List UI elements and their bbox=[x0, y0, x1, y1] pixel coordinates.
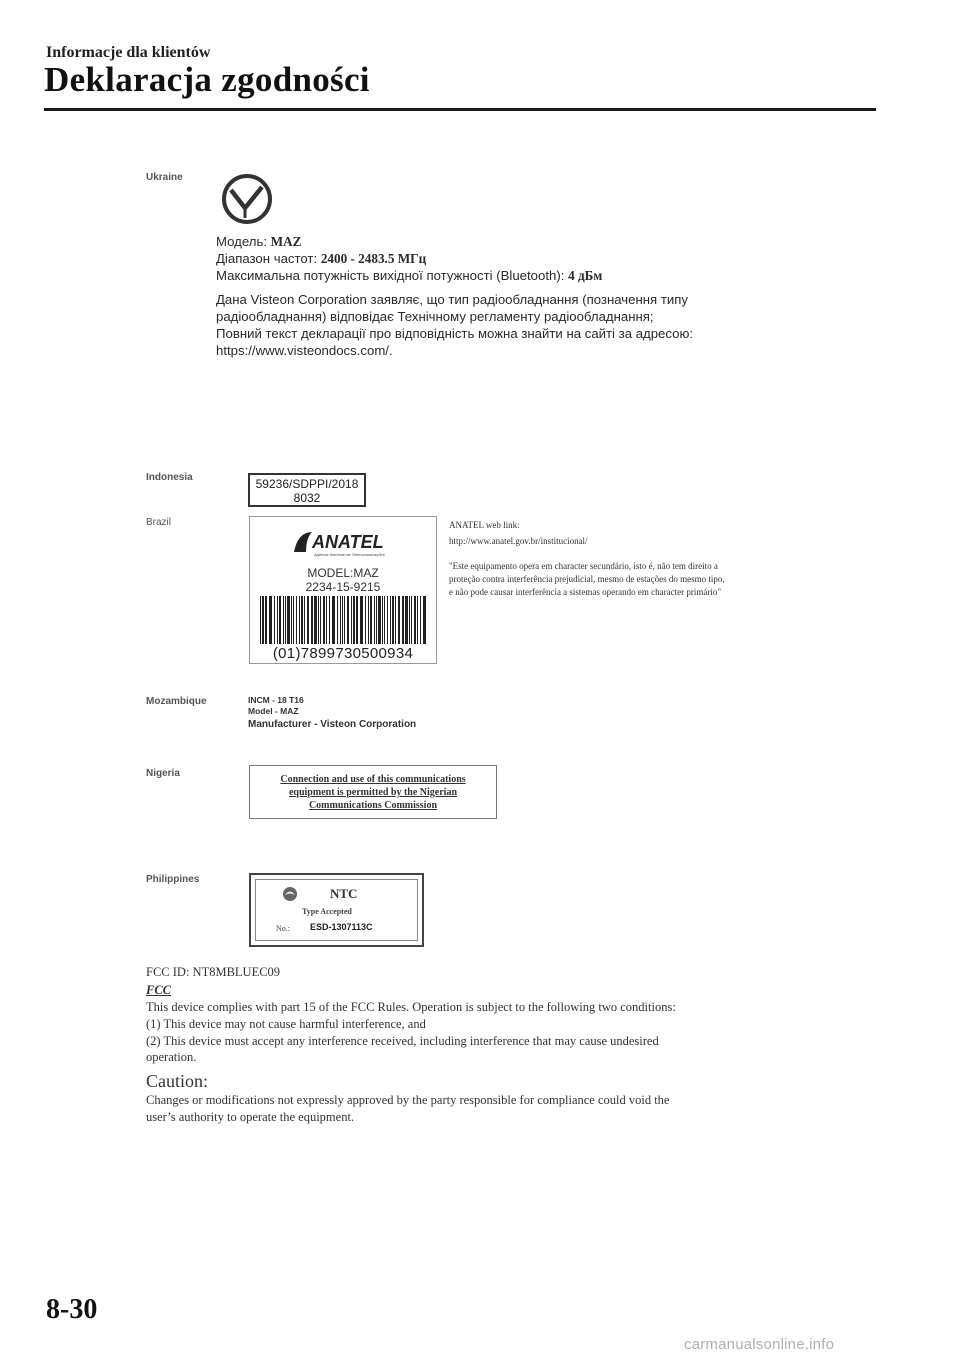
ntc-number-label: No.: bbox=[276, 924, 290, 933]
barcode-bar bbox=[285, 596, 286, 644]
barcode-bar bbox=[374, 596, 375, 644]
barcode-bar bbox=[402, 596, 404, 644]
barcode-bar bbox=[337, 596, 338, 644]
barcode-bar bbox=[291, 596, 292, 644]
barcode bbox=[258, 596, 428, 644]
country-label-ukraine: Ukraine bbox=[146, 172, 183, 183]
barcode-bar bbox=[287, 596, 290, 644]
barcode-bar bbox=[332, 596, 335, 644]
page-title: Deklaracja zgodności bbox=[44, 60, 370, 99]
indonesia-cert-number: 59236/SDPPI/2018 bbox=[255, 477, 359, 491]
ntc-title: NTC bbox=[330, 886, 358, 901]
barcode-bar bbox=[411, 596, 412, 644]
title-rule bbox=[44, 108, 876, 111]
anatel-web-url: http://www.anatel.gov.br/institucional/ bbox=[449, 536, 588, 546]
barcode-bar bbox=[378, 596, 381, 644]
barcode-bar bbox=[347, 596, 349, 644]
ukraine-declaration-url: https://www.visteondocs.com/. bbox=[216, 343, 393, 358]
barcode-bar bbox=[387, 596, 388, 644]
ukraine-model-label: Модель: bbox=[216, 234, 267, 249]
barcode-bar bbox=[360, 596, 363, 644]
nigeria-ncc-label bbox=[249, 765, 497, 819]
anatel-web-label: ANATEL web link: bbox=[449, 520, 520, 530]
fcc-text-line-3: (2) This device must accept any interference received, including interference that may cause undesired bbox=[146, 1034, 659, 1048]
barcode-bar bbox=[296, 596, 297, 644]
barcode-bar bbox=[423, 596, 426, 644]
barcode-bar bbox=[283, 596, 284, 644]
ukraine-power-label: Максимальна потужність вихідної потужності (Bluetooth): bbox=[216, 268, 565, 283]
ukraine-model-line bbox=[216, 234, 301, 250]
ukraine-frequency-value: 2400 - 2483.5 МГц bbox=[320, 251, 427, 266]
watermark: carmanualsonline.info bbox=[684, 1336, 835, 1353]
country-label-nigeria: Nigeria bbox=[146, 768, 180, 779]
barcode-bar bbox=[409, 596, 410, 644]
barcode-bar bbox=[405, 596, 408, 644]
fcc-id: FCC ID: NT8MBLUEC09 bbox=[146, 965, 281, 979]
anatel-logo bbox=[292, 528, 402, 558]
barcode-bar bbox=[265, 596, 267, 644]
ukraine-declaration-line-1: Дана Visteon Corporation заявляє, що тип радіообладнання (позначення типу bbox=[216, 292, 688, 307]
caution-text-line-2: user’s authority to operate the equipment. bbox=[146, 1110, 355, 1124]
brazil-homologation-code: 2234-15-9215 bbox=[305, 580, 381, 594]
ukraine-power-line bbox=[216, 268, 602, 284]
fcc-heading: FCC bbox=[146, 983, 172, 997]
caution-text-line-1: Changes or modifications not expressly approved by the party responsible for compliance could void the bbox=[146, 1093, 670, 1107]
barcode-bar bbox=[323, 596, 325, 644]
mozambique-model: Model - MAZ bbox=[248, 706, 299, 716]
barcode-bar bbox=[326, 596, 327, 644]
barcode-bar bbox=[340, 596, 341, 644]
anatel-notice-line-3: e não pode causar interferência a sistemas operando em character primário" bbox=[449, 587, 722, 597]
country-label-philippines: Philippines bbox=[146, 874, 200, 885]
fcc-text-line-2: (1) This device may not cause harmful interference, and bbox=[146, 1017, 426, 1031]
country-label-brazil: Brazil bbox=[146, 517, 172, 528]
barcode-bar bbox=[353, 596, 355, 644]
barcode-bar bbox=[417, 596, 418, 644]
fcc-text-line-1: This device complies with part 15 of the FCC Rules. Operation is subject to the following two conditions: bbox=[146, 1000, 676, 1014]
ntc-number-value: ESD-1307113C bbox=[310, 922, 373, 932]
country-label-indonesia: Indonesia bbox=[146, 472, 193, 483]
brazil-model: MODEL:MAZ bbox=[307, 566, 379, 580]
barcode-bar bbox=[395, 596, 396, 644]
ntc-subtitle: Type Accepted bbox=[302, 907, 352, 916]
ukraine-frequency-label: Діапазон частот: bbox=[216, 251, 318, 266]
page-number: 8-30 bbox=[46, 1294, 98, 1325]
barcode-bar bbox=[329, 596, 330, 644]
barcode-bar bbox=[304, 596, 305, 644]
barcode-bar bbox=[279, 596, 281, 644]
barcode-bar bbox=[293, 596, 294, 644]
ukraine-frequency-line bbox=[216, 251, 426, 267]
barcode-bar bbox=[365, 596, 366, 644]
mozambique-manufacturer: Manufacturer - Visteon Corporation bbox=[248, 719, 417, 730]
indonesia-certificate-box bbox=[248, 473, 366, 507]
barcode-bar bbox=[384, 596, 385, 644]
barcode-bar bbox=[277, 596, 278, 644]
barcode-bar bbox=[301, 596, 303, 644]
barcode-bar bbox=[390, 596, 391, 644]
barcode-bar bbox=[320, 596, 321, 644]
anatel-notice-line-2: proteção contra interferência prejudicial, mesmo de estações do mesmo tipo, bbox=[449, 574, 725, 584]
barcode-bar bbox=[307, 596, 309, 644]
barcode-bar bbox=[342, 596, 343, 644]
barcode-bar bbox=[299, 596, 300, 644]
brazil-barcode-number: (01)7899730500934 bbox=[272, 645, 414, 662]
nigeria-text-line-2: equipment is permitted by the Nigerian bbox=[288, 787, 458, 798]
barcode-bar bbox=[420, 596, 421, 644]
section-label: Informacje dla klientów bbox=[46, 44, 211, 61]
barcode-bar bbox=[368, 596, 369, 644]
barcode-bar bbox=[351, 596, 352, 644]
barcode-bar bbox=[344, 596, 345, 644]
barcode-bar bbox=[311, 596, 313, 644]
anatel-logo-text: ANATEL bbox=[312, 532, 384, 552]
barcode-bar bbox=[376, 596, 377, 644]
ukraine-declaration-line-3: Повний текст декларації про відповідність можна знайти на сайті за адресою: bbox=[216, 326, 694, 341]
barcode-bar bbox=[269, 596, 272, 644]
barcode-bar bbox=[370, 596, 372, 644]
barcode-bar bbox=[398, 596, 400, 644]
barcode-bar bbox=[262, 596, 264, 644]
barcode-bar bbox=[356, 596, 358, 644]
caution-heading: Caution: bbox=[146, 1071, 208, 1091]
fcc-text-line-4: operation. bbox=[146, 1050, 197, 1064]
anatel-logo-subtext: Agência Nacional de Telecomunicações bbox=[314, 552, 385, 557]
barcode-bar bbox=[414, 596, 416, 644]
ukraine-declaration-line-2: радіообладнання) відповідає Технічному регламенту радіообладнання; bbox=[216, 309, 654, 324]
ukraine-model-value: MAZ bbox=[270, 234, 302, 249]
indonesia-cert-code: 8032 bbox=[293, 491, 321, 505]
nigeria-text-line-3: Communications Commission bbox=[308, 800, 438, 811]
nigeria-text-line-1: Connection and use of this communications bbox=[280, 774, 466, 785]
country-label-mozambique: Mozambique bbox=[146, 696, 207, 707]
ukraine-conformity-mark-icon bbox=[218, 170, 276, 228]
ntc-seal-icon bbox=[282, 886, 298, 902]
barcode-bar bbox=[318, 596, 319, 644]
anatel-notice-line-1: "Este equipamento opera em character secundário, isto é, não tem direito a bbox=[449, 561, 718, 571]
barcode-bar bbox=[382, 596, 383, 644]
mozambique-incm-number: INCM - 18 T16 bbox=[248, 695, 304, 705]
barcode-bar bbox=[260, 596, 261, 644]
barcode-bar bbox=[314, 596, 317, 644]
barcode-bar bbox=[274, 596, 275, 644]
ukraine-power-value: 4 дБм bbox=[568, 268, 603, 283]
barcode-bar bbox=[392, 596, 394, 644]
